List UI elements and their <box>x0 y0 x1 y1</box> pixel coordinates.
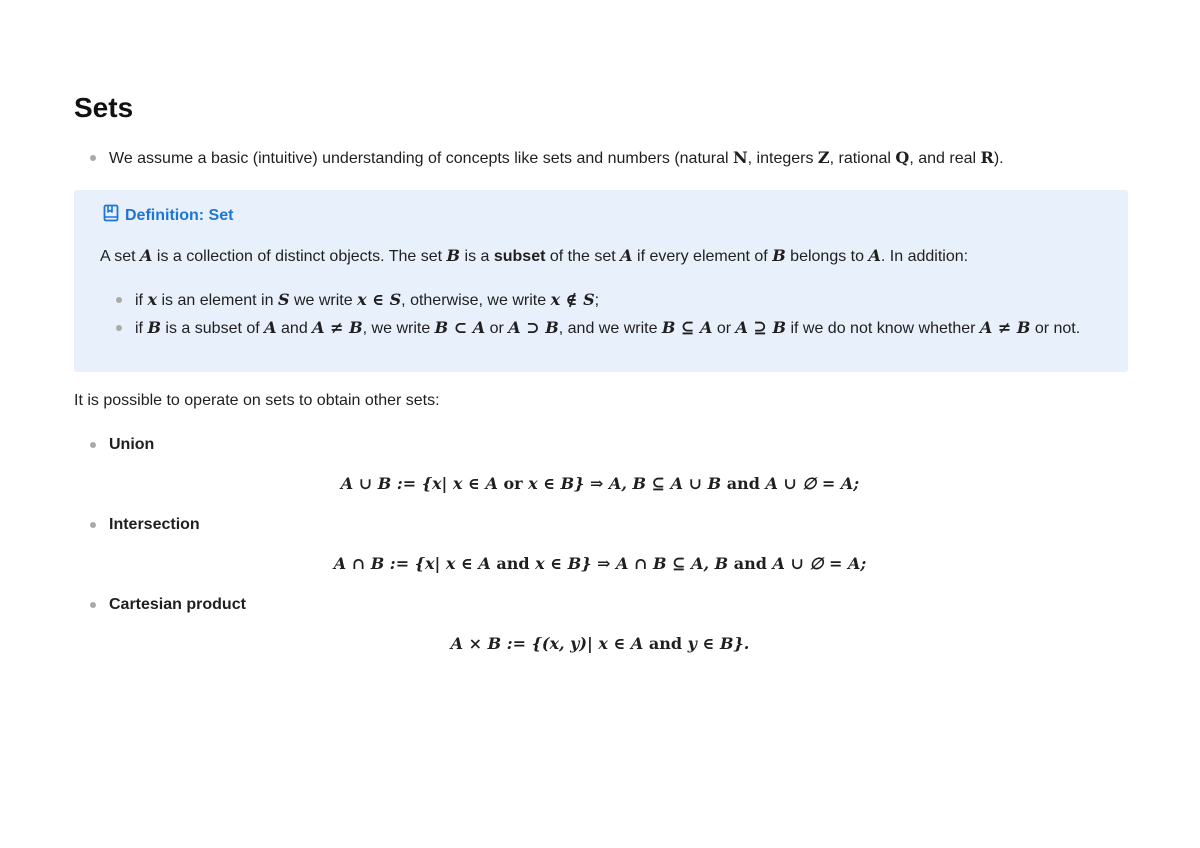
formula-part: A × B := {(x, y)| x ∈ A <box>450 634 649 653</box>
definition-text <box>100 246 968 266</box>
naturals-symbol: N <box>733 148 748 167</box>
item-text: or <box>485 320 509 337</box>
formula-word: and <box>733 554 767 573</box>
formula-word: and <box>726 474 760 493</box>
definition-item-element <box>116 290 599 310</box>
intro-sep: , rational <box>829 150 896 167</box>
union-formula <box>0 474 1200 493</box>
operation-label: Union <box>109 436 155 453</box>
math-symbol: B <box>446 246 461 265</box>
math-formula: A ≠ B <box>979 318 1031 337</box>
math-symbol: A <box>140 246 153 265</box>
formula-part: x ∈ B} ⇒ A, B ⊆ A ∪ B <box>522 474 727 493</box>
item-text: we write <box>289 292 358 309</box>
definition-box <box>74 190 1128 372</box>
intro-sep: , and real <box>909 150 981 167</box>
definition-item-subset <box>116 318 1080 338</box>
item-text: ; <box>594 292 600 309</box>
bullet-dot <box>90 442 96 448</box>
operation-union <box>90 436 154 454</box>
formula-word: and <box>648 634 683 653</box>
definition-heading <box>102 204 233 227</box>
math-formula: x ∈ S <box>357 290 402 309</box>
formula-word: and <box>496 554 530 573</box>
item-text: is a subset of <box>160 320 265 337</box>
item-text: or <box>712 320 736 337</box>
intro-suffix: ). <box>993 150 1004 167</box>
operation-label: Intersection <box>109 516 200 533</box>
math-symbol: B <box>772 246 786 265</box>
page-title: Sets <box>74 92 134 123</box>
math-formula: A ⊇ B <box>735 318 787 337</box>
def-part: if every element of <box>632 248 773 265</box>
intro-text <box>109 148 1004 168</box>
item-text: , otherwise, we write <box>401 292 551 309</box>
operation-cartesian-product <box>90 596 246 614</box>
formula-part: y ∈ B}. <box>682 634 750 653</box>
math-formula: A ≠ B <box>312 318 363 337</box>
intersection-formula <box>0 554 1200 573</box>
formula-part: A ∩ B := {x| x ∈ A <box>333 554 497 573</box>
def-part: is a <box>460 248 494 265</box>
cartesian-formula <box>0 634 1200 653</box>
def-part: belongs to <box>785 248 869 265</box>
math-formula: B ⊂ A <box>434 318 486 337</box>
rationals-symbol: Q <box>895 148 910 167</box>
operation-intersection <box>90 516 200 534</box>
math-symbol: S <box>277 290 290 309</box>
def-part: . In addition: <box>880 248 969 265</box>
bullet-dot <box>90 155 96 161</box>
bullet-dot <box>116 325 122 331</box>
intro-sep: , integers <box>747 150 818 167</box>
formula-part: A ∪ ∅ = A; <box>759 474 860 493</box>
formula-word: or <box>503 474 523 493</box>
item-text: and <box>276 320 313 337</box>
bullet-dot <box>116 297 122 303</box>
math-symbol: A <box>620 246 633 265</box>
operate-paragraph: It is possible to operate on sets to obtain other sets: <box>74 392 440 409</box>
subset-term: subset <box>493 248 546 265</box>
item-text: if we do not know whether <box>786 320 980 337</box>
formula-part: A ∪ B := {x| x ∈ A <box>340 474 504 493</box>
bullet-dot <box>90 602 96 608</box>
item-text: if <box>135 292 148 309</box>
formula-part: x ∈ B} ⇒ A ∩ B ⊆ A, B <box>529 554 734 573</box>
math-formula: A ⊃ B <box>508 318 559 337</box>
math-symbol: x <box>147 290 157 309</box>
math-symbol: A <box>868 246 881 265</box>
item-text: or not. <box>1030 320 1081 337</box>
math-symbol: B <box>147 318 161 337</box>
definition-heading-text: Definition: Set <box>125 206 234 224</box>
integers-symbol: Z <box>817 148 830 167</box>
math-formula: B ⊆ A <box>661 318 713 337</box>
def-part: is a collection of distinct objects. The set <box>152 248 447 265</box>
intro-bullet <box>90 148 1004 168</box>
item-text: is an element in <box>157 292 278 309</box>
intro-prefix: We assume a basic (intuitive) understanding of concepts like sets and numbers (natural <box>109 150 734 167</box>
reals-symbol: R <box>980 148 994 167</box>
item-text: , we write <box>362 320 435 337</box>
math-symbol: A <box>264 318 277 337</box>
def-part: of the set <box>545 248 621 265</box>
math-formula: x ∉ S <box>550 290 595 309</box>
bookmark-book-icon <box>102 204 125 227</box>
item-text: , and we write <box>558 320 662 337</box>
item-text: if <box>135 320 148 337</box>
def-part: A set <box>100 248 141 265</box>
formula-part: A ∪ ∅ = A; <box>766 554 867 573</box>
operation-label: Cartesian product <box>109 596 246 613</box>
bullet-dot <box>90 522 96 528</box>
